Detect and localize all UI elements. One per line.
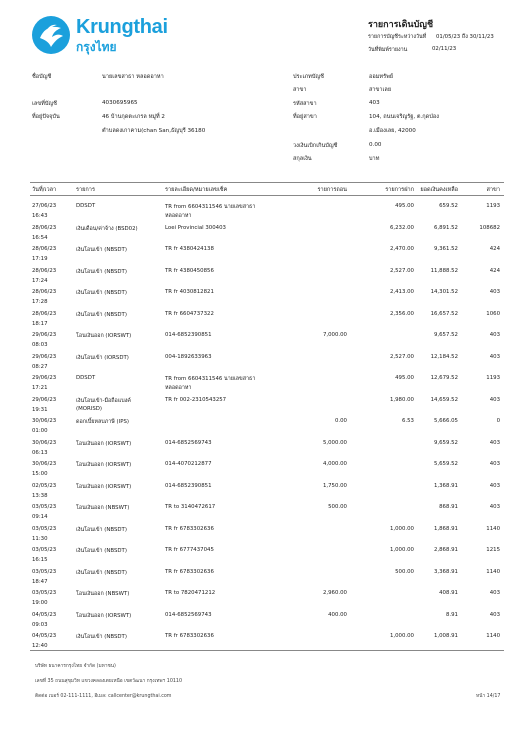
cell-time: 08:27 bbox=[32, 363, 48, 370]
cell-withdraw: 0.00 bbox=[334, 418, 347, 424]
column-header: ยอดเงินคงเหลือ bbox=[420, 187, 458, 193]
cell-time: 19:31 bbox=[32, 406, 48, 413]
cell-date: 03/05/23 bbox=[32, 568, 57, 575]
cell-date: 03/05/23 bbox=[32, 547, 57, 553]
cell-type: เงินโอนเข้า (NBSDT) bbox=[76, 247, 127, 253]
cell-balance: 3,368.91 bbox=[433, 568, 458, 575]
cell-type: เงินโอนเข้า (IORSDT) bbox=[76, 354, 129, 361]
cell-type: โอนเงินออก (IORSWT) bbox=[76, 612, 132, 619]
cell-balance: 12,184.52 bbox=[430, 353, 458, 360]
cell-time: 18:47 bbox=[32, 578, 48, 585]
cell-time: 15:00 bbox=[32, 471, 48, 477]
info-label: สกุลเงิน bbox=[293, 156, 312, 162]
table-top-rule bbox=[30, 182, 504, 183]
cell-time: 17:24 bbox=[32, 277, 48, 284]
info-value: นายเลขสาธา หลอดอาหา bbox=[102, 74, 164, 80]
info-value: บาท bbox=[369, 156, 380, 162]
cell-deposit: 495.00 bbox=[395, 375, 414, 381]
cell-balance: 9,659.52 bbox=[433, 439, 458, 446]
cell-detail: 014-6852569743 bbox=[165, 611, 212, 618]
cell-date: 03/05/23 bbox=[32, 590, 57, 596]
cell-balance: 1,008.91 bbox=[433, 633, 458, 639]
cell-detail: TR fr 6783302636 bbox=[165, 568, 214, 575]
cell-branch: 424 bbox=[489, 267, 500, 274]
cell-detail: 014-4070212877 bbox=[165, 461, 212, 467]
info-value: ออมทรัพย์ bbox=[369, 74, 394, 80]
cell-branch: 403 bbox=[489, 439, 500, 446]
cell-time: 16:54 bbox=[32, 234, 48, 241]
cell-balance: 5,659.52 bbox=[433, 461, 458, 467]
cell-balance: 6,891.52 bbox=[433, 224, 458, 231]
cell-branch: 403 bbox=[489, 289, 500, 295]
cell-detail: 014-6852390851 bbox=[165, 332, 212, 338]
cell-deposit: 1,000.00 bbox=[389, 547, 414, 553]
cell-detail: TR fr 6783302636 bbox=[165, 525, 214, 532]
cell-detail: TR fr 4380450856 bbox=[165, 267, 214, 274]
cell-withdraw: 500.00 bbox=[328, 504, 347, 510]
cell-type: เงินโอนเข้า (NBSDT) bbox=[76, 548, 127, 554]
cell-balance: 14,659.52 bbox=[430, 396, 458, 403]
info-value: 0.00 bbox=[369, 142, 382, 148]
cell-balance: 9,361.52 bbox=[433, 246, 458, 252]
column-header: รายการถอน bbox=[317, 187, 347, 193]
cell-balance: 2,868.91 bbox=[433, 547, 458, 553]
cell-deposit: 500.00 bbox=[395, 568, 414, 575]
krungthai-logo bbox=[32, 14, 192, 58]
cell-type: เงินโอนเข้า-มือถือแบงค์ bbox=[76, 397, 131, 404]
cell-type: เงินโอนเข้า (NBSDT) bbox=[76, 290, 127, 296]
cell-type: เงินโอนเข้า (NBSDT) bbox=[76, 569, 127, 576]
cell-branch: 403 bbox=[489, 482, 500, 489]
cell-detail: หลอดอาหา bbox=[165, 385, 192, 391]
cell-branch: 403 bbox=[489, 504, 500, 510]
cell-detail: TR to 3140472617 bbox=[165, 504, 216, 510]
cell-detail: 014-6852390851 bbox=[165, 482, 212, 489]
cell-detail: TR fr 6777437045 bbox=[165, 547, 214, 553]
cell-branch: 108682 bbox=[479, 224, 500, 231]
cell-branch: 1215 bbox=[486, 547, 500, 553]
cell-branch: 403 bbox=[489, 461, 500, 467]
cell-time: 11:30 bbox=[32, 535, 48, 542]
cell-date: 30/06/23 bbox=[32, 418, 57, 424]
cell-deposit: 2,470.00 bbox=[389, 246, 414, 252]
brand-name: Krungthai bbox=[76, 16, 168, 38]
column-header: รายการฝาก bbox=[385, 187, 414, 193]
cell-withdraw: 1,750.00 bbox=[322, 482, 347, 489]
cell-detail: TR fr 6604737322 bbox=[165, 310, 214, 317]
footer-company: บริษัท ธนาคารกรุงไทย จำกัด (มหาชน) bbox=[35, 664, 116, 669]
cell-date: 03/05/23 bbox=[32, 504, 57, 510]
cell-deposit: 1,980.00 bbox=[389, 396, 414, 403]
cell-date: 29/06/23 bbox=[32, 353, 57, 360]
info-label: วงเงินเบิกเกินบัญชี bbox=[293, 143, 338, 149]
cell-balance: 9,657.52 bbox=[433, 332, 458, 338]
cell-branch: 1060 bbox=[486, 310, 500, 317]
cell-branch: 1140 bbox=[486, 568, 500, 575]
info-value: สาขาเลย bbox=[369, 87, 392, 93]
info-value: 4030695965 bbox=[102, 100, 138, 106]
cell-date: 28/06/23 bbox=[32, 310, 57, 317]
cell-time: 12:40 bbox=[32, 643, 48, 649]
cell-type: (MORISD) bbox=[76, 405, 103, 412]
brand-name-thai: กรุงไทย bbox=[76, 40, 117, 54]
table-header-rule bbox=[30, 195, 504, 196]
info-label: เลขที่บัญชี bbox=[32, 101, 57, 107]
info-value: 46 บ้านกุดตะเกรล หมู่ที่ 2 bbox=[102, 114, 165, 120]
cell-date: 28/06/23 bbox=[32, 224, 57, 231]
cell-date: 29/06/23 bbox=[32, 332, 57, 338]
cell-balance: 16,657.52 bbox=[430, 310, 458, 317]
cell-date: 28/06/23 bbox=[32, 246, 57, 252]
cell-time: 17:28 bbox=[32, 299, 48, 305]
cell-detail: TR fr 4380424138 bbox=[165, 246, 214, 252]
cell-balance: 868.91 bbox=[439, 504, 458, 510]
cell-balance: 14,301.52 bbox=[430, 289, 458, 295]
bird-icon bbox=[32, 16, 70, 54]
cell-branch: 1193 bbox=[486, 375, 500, 381]
cell-date: 29/06/23 bbox=[32, 375, 57, 381]
cell-date: 28/06/23 bbox=[32, 267, 57, 274]
info-value: 104, ถนนเจริญรัฐ, ต.กุดป่อง bbox=[369, 114, 439, 120]
cell-detail: TR fr 4030812821 bbox=[165, 289, 214, 295]
cell-detail: TR from 6604311546 นายเลขสาธา bbox=[165, 204, 256, 210]
cell-detail: TR from 6604311546 นายเลขสาธา bbox=[165, 376, 256, 382]
cell-withdraw: 400.00 bbox=[328, 611, 347, 618]
cell-date: 02/05/23 bbox=[32, 482, 57, 489]
cell-detail: TR to 7820471212 bbox=[165, 590, 216, 596]
cell-type: เงินโอนเข้า (NBSDT) bbox=[76, 526, 127, 533]
footer-rule bbox=[30, 650, 504, 651]
info-label: ประเภทบัญชี bbox=[293, 74, 324, 80]
cell-withdraw: 4,000.00 bbox=[322, 461, 347, 467]
info-label: รหัสสาขา bbox=[293, 101, 317, 107]
cell-type: DDSDT bbox=[76, 375, 96, 381]
cell-balance: 1,368.91 bbox=[433, 482, 458, 489]
cell-time: 18:17 bbox=[32, 320, 48, 327]
cell-withdraw: 7,000.00 bbox=[322, 332, 347, 338]
info-label: ที่อยู่ปัจจุบัน bbox=[32, 114, 60, 120]
cell-detail: 014-6852569743 bbox=[165, 439, 212, 446]
cell-deposit: 1,000.00 bbox=[389, 525, 414, 532]
cell-balance: 1,868.91 bbox=[433, 525, 458, 532]
cell-date: 27/06/23 bbox=[32, 203, 57, 209]
cell-date: 03/05/23 bbox=[32, 525, 57, 532]
column-header: วันที่/เวลา bbox=[32, 187, 57, 193]
cell-time: 09:03 bbox=[32, 621, 48, 628]
cell-branch: 403 bbox=[489, 396, 500, 403]
cell-type: โอนเงินออก (IORSWT) bbox=[76, 483, 132, 490]
cell-type: โอนเงินออก (NBSWT) bbox=[76, 505, 130, 511]
cell-time: 17:19 bbox=[32, 256, 48, 262]
cell-deposit: 2,527.00 bbox=[389, 267, 414, 274]
info-label: สาขา bbox=[293, 87, 307, 93]
print-date: วันที่พิมพ์รายงาน 02/11/23 bbox=[368, 46, 457, 53]
cell-date: 30/06/23 bbox=[32, 439, 57, 446]
cell-time: 16:15 bbox=[32, 557, 48, 563]
cell-deposit: 2,527.00 bbox=[389, 353, 414, 360]
cell-branch: 0 bbox=[496, 418, 500, 424]
cell-withdraw: 5,000.00 bbox=[322, 439, 347, 446]
cell-branch: 403 bbox=[489, 611, 500, 618]
cell-deposit: 2,413.00 bbox=[389, 289, 414, 295]
cell-type: เงินเดือน/ค่าจ้าง (BSD02) bbox=[76, 225, 138, 232]
info-label: ที่อยู่สาขา bbox=[293, 114, 317, 120]
cell-time: 16:43 bbox=[32, 213, 48, 219]
cell-type: ดอกเบี้ยหลบภาษี (IPS) bbox=[76, 419, 130, 425]
footer-address: เลขที่ 35 ถนนสุขุมวิท แขวงคลองเตยเหนือ เขตวัฒนา กรุงเทพฯ 10110 bbox=[35, 679, 183, 684]
cell-type: โอนเงินออก (IORSWT) bbox=[76, 440, 132, 447]
cell-detail: TR fr 002-2310543257 bbox=[165, 396, 227, 403]
cell-deposit: 2,356.00 bbox=[389, 310, 414, 317]
cell-type: โอนเงินออก (IORSWT) bbox=[76, 333, 132, 339]
cell-detail: TR fr 6783302636 bbox=[165, 633, 214, 639]
cell-branch: 403 bbox=[489, 590, 500, 596]
cell-branch: 1193 bbox=[486, 203, 500, 209]
cell-type: เงินโอนเข้า (NBSDT) bbox=[76, 634, 127, 640]
cell-type: DDSDT bbox=[76, 203, 96, 209]
cell-branch: 403 bbox=[489, 332, 500, 338]
cell-type: โอนเงินออก (IORSWT) bbox=[76, 462, 132, 468]
column-header: รายการ bbox=[76, 187, 95, 193]
cell-type: เงินโอนเข้า (NBSDT) bbox=[76, 268, 127, 275]
info-value: 403 bbox=[369, 100, 380, 106]
cell-detail: Loei Provincial 300403 bbox=[165, 224, 226, 231]
cell-deposit: 6.53 bbox=[401, 418, 414, 424]
info-value: ตำบลดงเกาคาม(chan San,ธัญบุรี 36180 bbox=[102, 128, 206, 134]
footer-contact: ติดต่อ เบอร์ 02-111-1111, อีเมล: callcenter@krungthai.com bbox=[35, 694, 172, 699]
cell-balance: 408.91 bbox=[439, 590, 458, 596]
cell-balance: 12,679.52 bbox=[430, 375, 458, 381]
cell-time: 13:38 bbox=[32, 492, 48, 499]
cell-date: 29/06/23 bbox=[32, 396, 57, 403]
cell-detail: หลอดอาหา bbox=[165, 213, 192, 219]
cell-deposit: 6,232.00 bbox=[389, 224, 414, 231]
cell-type: เงินโอนเข้า (NBSDT) bbox=[76, 311, 127, 318]
cell-balance: 5,666.05 bbox=[433, 418, 458, 424]
cell-branch: 424 bbox=[489, 246, 500, 252]
cell-date: 30/06/23 bbox=[32, 461, 57, 467]
cell-branch: 403 bbox=[489, 353, 500, 360]
cell-date: 28/06/23 bbox=[32, 289, 57, 295]
page-number: หน้า 14/17 bbox=[476, 694, 501, 699]
statement-period: รายการบัญชีระหว่างวันที่ 01/05/23 ถึง 30/11/23 bbox=[368, 34, 494, 40]
cell-type: โอนเงินออก (NBSWT) bbox=[76, 591, 130, 597]
info-value: อ.เมืองเลย, 42000 bbox=[369, 128, 416, 134]
cell-time: 17:21 bbox=[32, 385, 48, 391]
cell-branch: 1140 bbox=[486, 525, 500, 532]
cell-balance: 8.91 bbox=[445, 611, 458, 618]
info-label: ชื่อบัญชี bbox=[32, 74, 52, 80]
cell-time: 09:14 bbox=[32, 514, 48, 520]
cell-branch: 1140 bbox=[486, 633, 500, 639]
cell-deposit: 495.00 bbox=[395, 203, 414, 209]
cell-date: 04/05/23 bbox=[32, 611, 57, 618]
column-header: สาขา bbox=[486, 187, 500, 193]
cell-time: 08:03 bbox=[32, 342, 48, 348]
cell-balance: 659.52 bbox=[439, 203, 458, 209]
cell-detail: 004-1892633963 bbox=[165, 353, 212, 360]
cell-time: 01:00 bbox=[32, 428, 48, 434]
cell-withdraw: 2,960.00 bbox=[322, 590, 347, 596]
document-title: รายการเดินบัญชี bbox=[368, 20, 434, 30]
cell-date: 04/05/23 bbox=[32, 633, 57, 639]
cell-deposit: 1,000.00 bbox=[389, 633, 414, 639]
cell-time: 06:13 bbox=[32, 449, 48, 456]
cell-balance: 11,888.52 bbox=[430, 267, 458, 274]
column-header: รายละเอียด/หมายเลขเช็ค bbox=[165, 187, 228, 193]
cell-time: 19:00 bbox=[32, 600, 48, 606]
